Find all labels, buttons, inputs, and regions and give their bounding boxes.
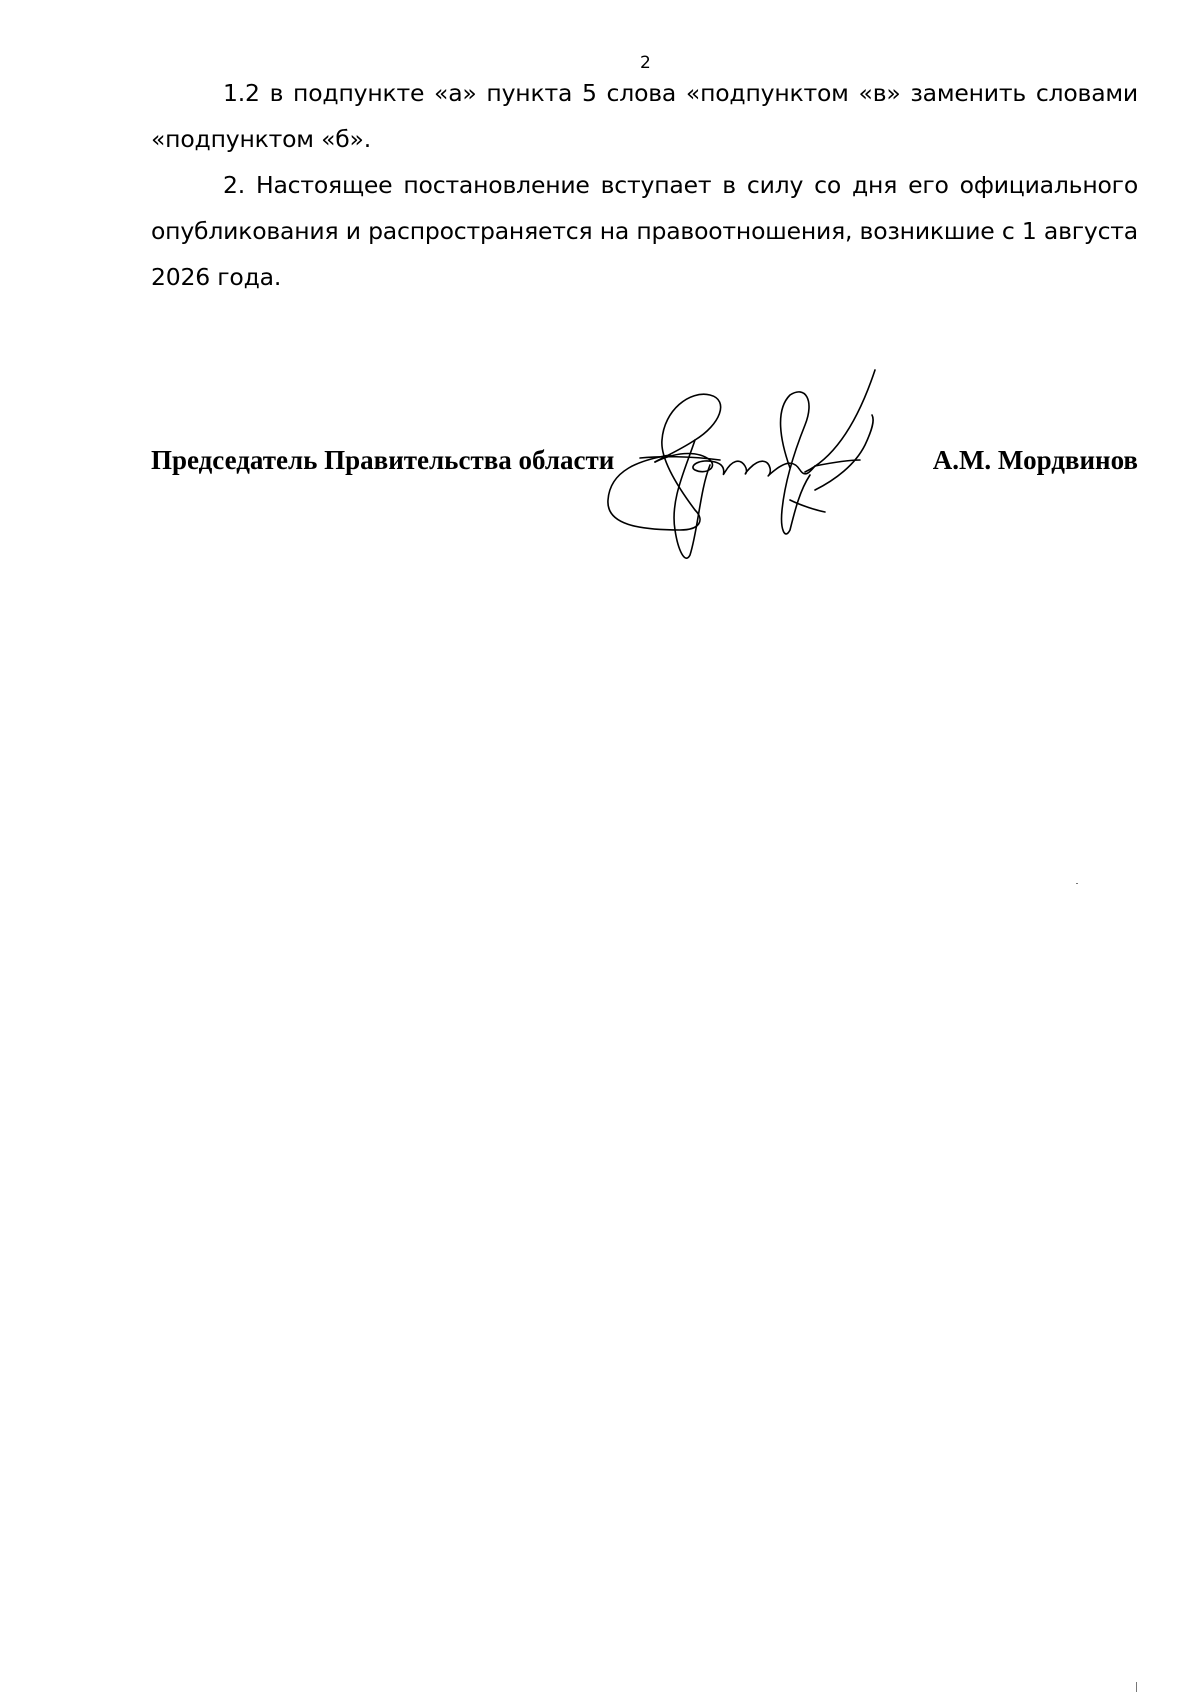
paragraph-1-2: 1.2 в подпункте «а» пункта 5 слова «подпунктом «в» заменить словами «подпунктом «б». [151, 79, 1138, 153]
handwritten-signature [600, 380, 950, 580]
document-body [151, 70, 1138, 300]
signatory-name: А.М. Мордвинов [932, 445, 1138, 475]
page-number: 2 [640, 53, 651, 73]
signatory-position: Председатель Правительства области [151, 445, 615, 475]
scan-speck [1136, 1682, 1137, 1692]
scan-speck [1076, 883, 1078, 884]
paragraph-2: 2. Настоящее постановление вступает в силу со дня его официального опубликования и распространяется на правоотношения, возникшие с 1 августа 2026 года. [151, 171, 1138, 291]
